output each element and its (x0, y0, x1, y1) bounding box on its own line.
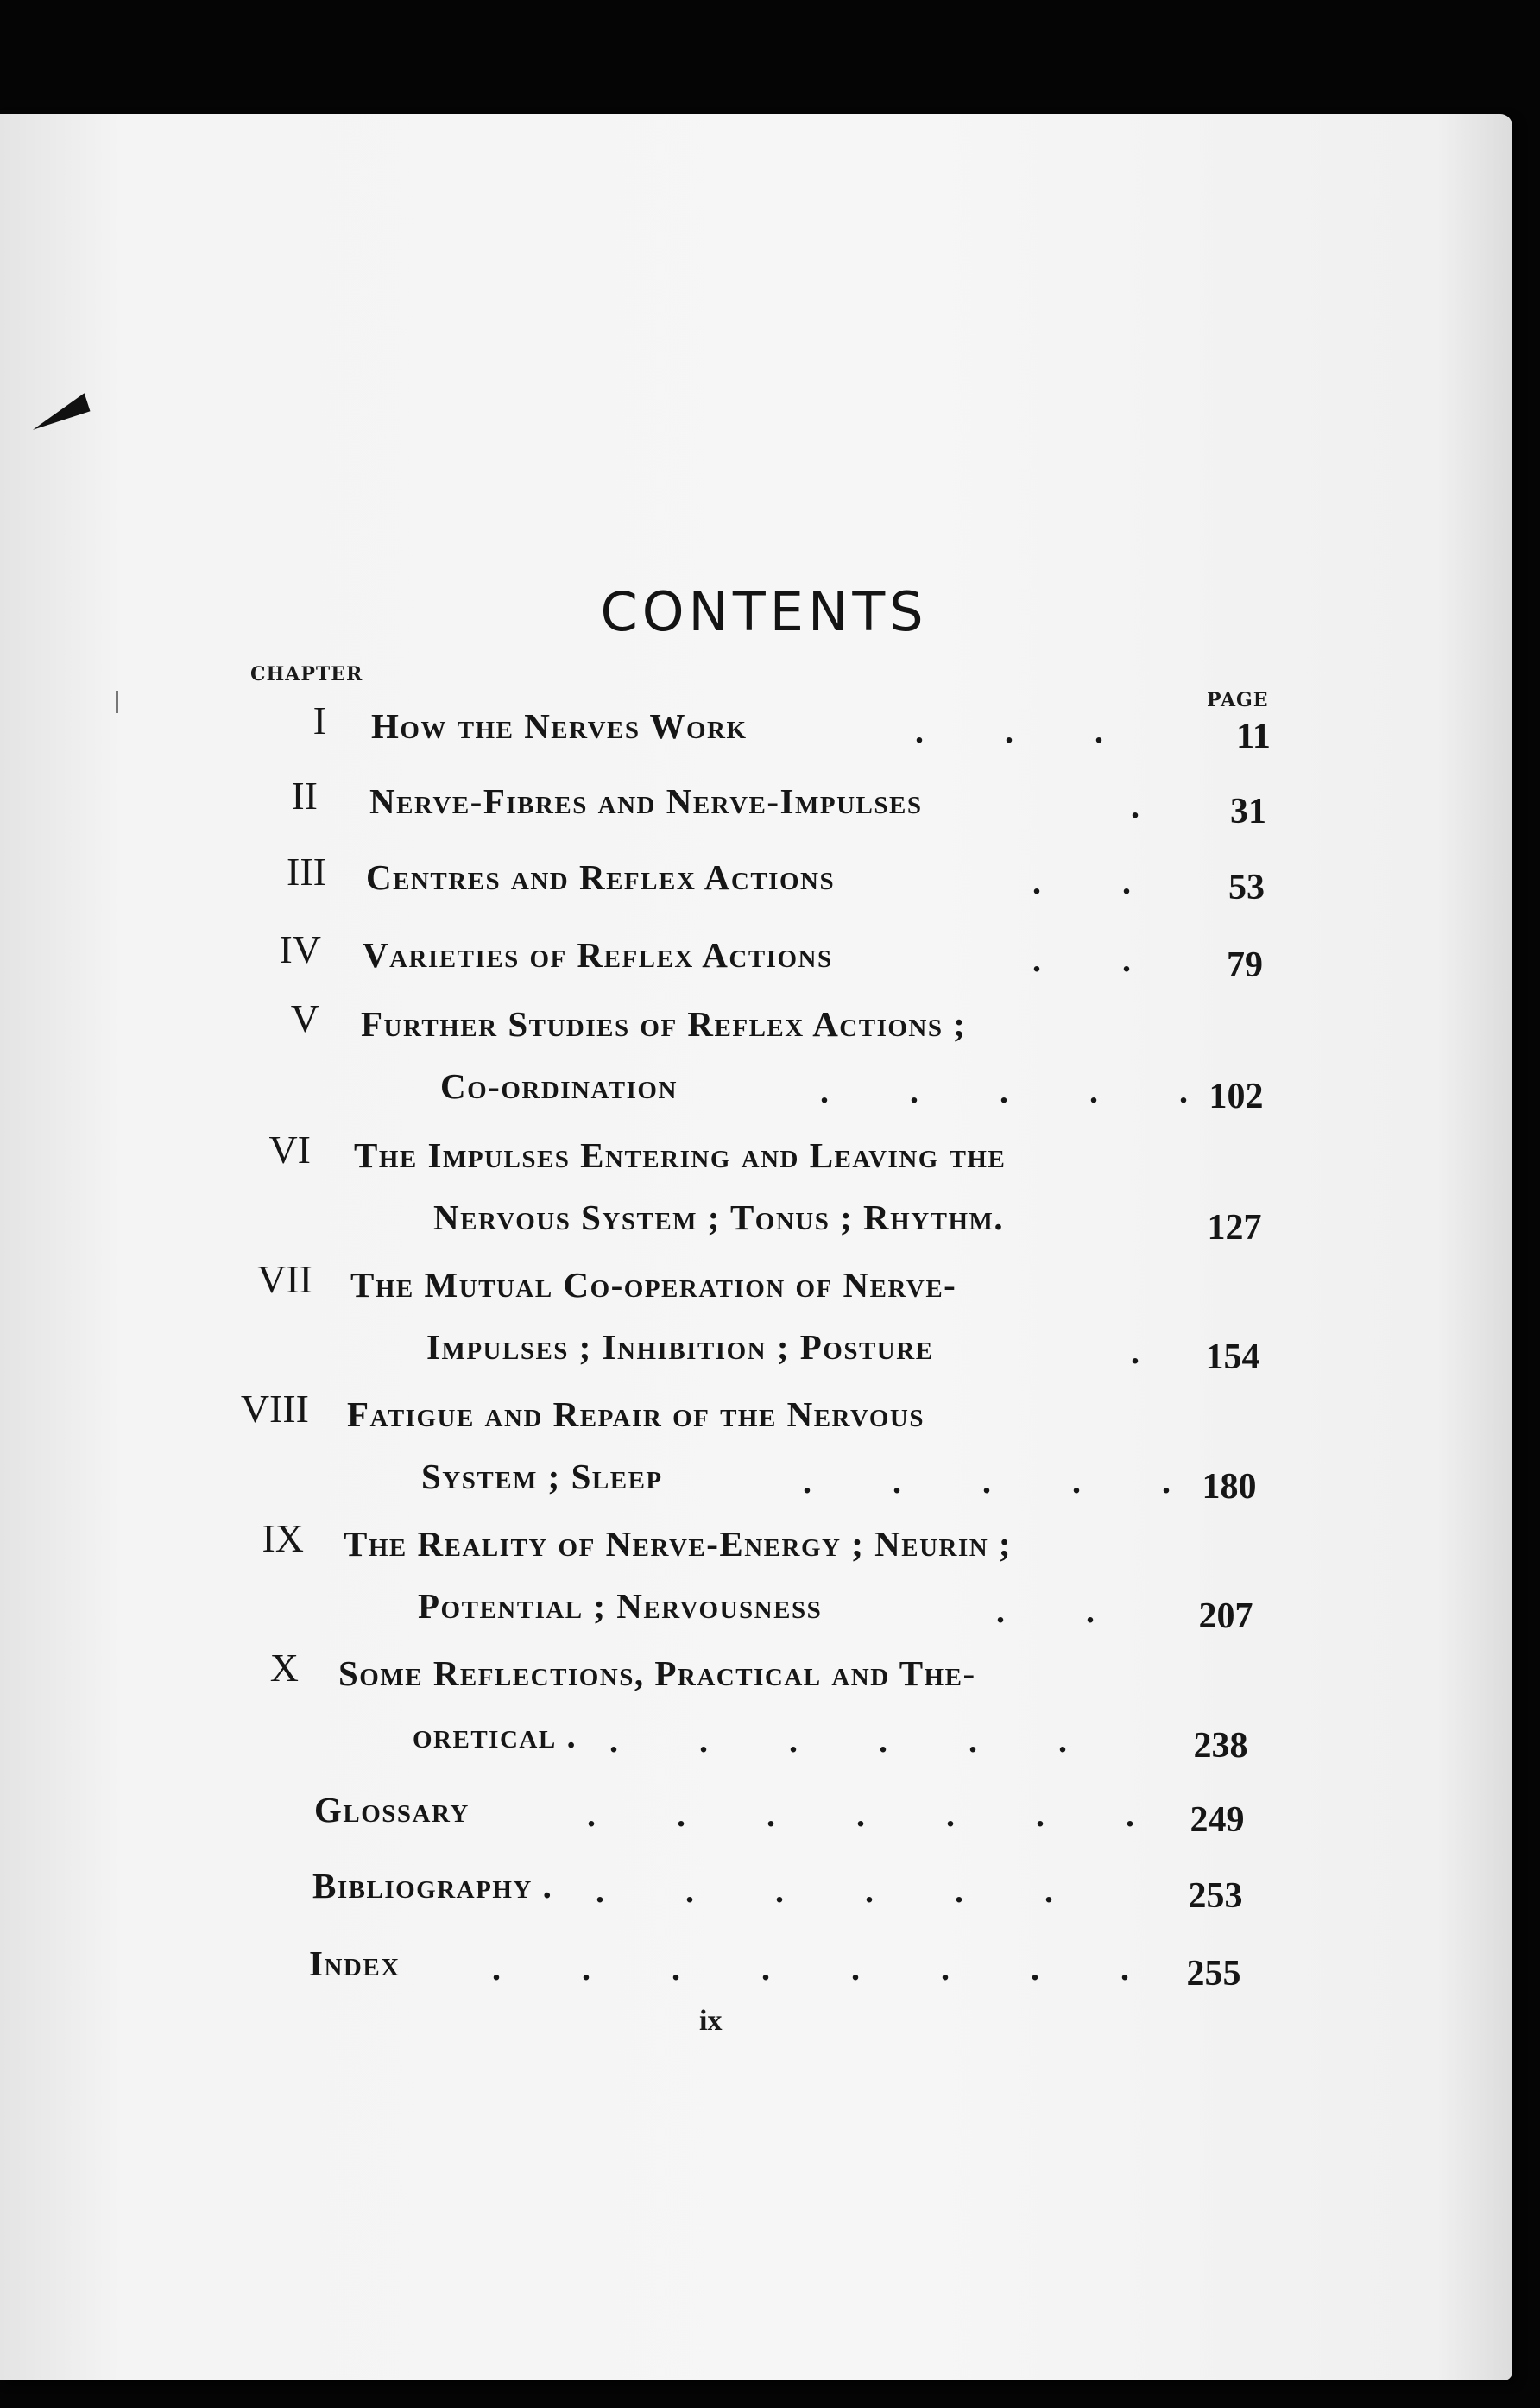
chapter-title-line: Nervous System ; Tonus ; Rhythm. (433, 1198, 1005, 1237)
chapter-title-line: Further Studies of Reflex Actions ; (361, 1004, 967, 1044)
leader-dots: . (1131, 1332, 1176, 1371)
chapter-numeral: VI (268, 1128, 311, 1172)
chapter-title-line: Some Reflections, Practical and The- (338, 1653, 976, 1693)
page-number: 238 (1193, 1726, 1248, 1766)
chapter-title-line: oretical . (413, 1716, 578, 1755)
leader-dots: . . . (915, 711, 1139, 750)
chapter-numeral: III (287, 850, 326, 894)
page-number: 11 (1236, 717, 1271, 756)
leader-dots: . . (1032, 940, 1167, 979)
chapter-numeral: II (291, 774, 318, 818)
leader-dots: . (1131, 787, 1176, 825)
page-number: 79 (1227, 945, 1263, 985)
chapter-numeral: IV (279, 927, 321, 971)
page-column-label: PAGE (1207, 689, 1269, 711)
chapter-numeral: VII (257, 1257, 312, 1301)
chapter-title-line: The Reality of Nerve-Energy ; Neurin ; (344, 1524, 1013, 1564)
page-number: 31 (1230, 792, 1266, 831)
page-number: 207 (1198, 1596, 1253, 1636)
chapter-numeral: I (312, 698, 326, 743)
page-folio: ix (699, 2005, 723, 2037)
chapter-column-label: CHAPTER (250, 663, 363, 686)
chapter-title-line: Index (309, 1943, 401, 1983)
page-number: 249 (1190, 1800, 1245, 1840)
contents-heading: CONTENTS (600, 580, 928, 643)
chapter-title-line: The Mutual Co-operation of Nerve- (350, 1265, 957, 1305)
chapter-numeral: X (269, 1646, 299, 1690)
chapter-title-line: Impulses ; Inhibition ; Posture (426, 1327, 934, 1367)
leader-dots: . . . . . (820, 1071, 1224, 1110)
chapter-numeral: V (290, 996, 319, 1040)
chapter-title-line: Glossary (314, 1790, 470, 1830)
chapter-title-line: System ; Sleep (421, 1457, 663, 1496)
leader-dots: . . . . . . (609, 1721, 1103, 1760)
chapter-title-line: How the Nerves Work (371, 706, 748, 746)
leader-dots: . . . . . . . . (492, 1949, 1165, 1988)
page-number: 180 (1202, 1467, 1257, 1507)
chapter-title-line: Co-ordination (440, 1066, 678, 1106)
page-number: 154 (1205, 1337, 1260, 1377)
page-number: 253 (1188, 1876, 1243, 1916)
chapter-title-line: The Impulses Entering and Leaving the (354, 1135, 1007, 1175)
chapter-title-line: Fatigue and Repair of the Nervous (347, 1394, 925, 1434)
page-number: 102 (1209, 1077, 1264, 1116)
leader-dots: . . (1032, 863, 1167, 901)
chapter-numeral: IX (262, 1516, 304, 1560)
leader-dots: . . . . . . (596, 1871, 1089, 1910)
chapter-numeral: VIII (240, 1387, 309, 1431)
page-number: 127 (1207, 1208, 1262, 1248)
chapter-title-line: Varieties of Reflex Actions (363, 935, 833, 975)
leader-dots: . . (996, 1591, 1131, 1630)
leader-dots: . . . . . (803, 1462, 1207, 1501)
page-edge-mark (116, 691, 118, 713)
chapter-title-line: Bibliography . (312, 1866, 553, 1906)
chapter-title-line: Nerve-Fibres and Nerve-Impulses (369, 781, 923, 821)
leader-dots: . . . . . . . (587, 1795, 1171, 1834)
chapter-title-line: Potential ; Nervousness (418, 1586, 823, 1626)
chapter-title-line: Centres and Reflex Actions (366, 857, 836, 897)
page-number: 53 (1228, 868, 1265, 907)
page-number: 255 (1186, 1954, 1241, 1994)
